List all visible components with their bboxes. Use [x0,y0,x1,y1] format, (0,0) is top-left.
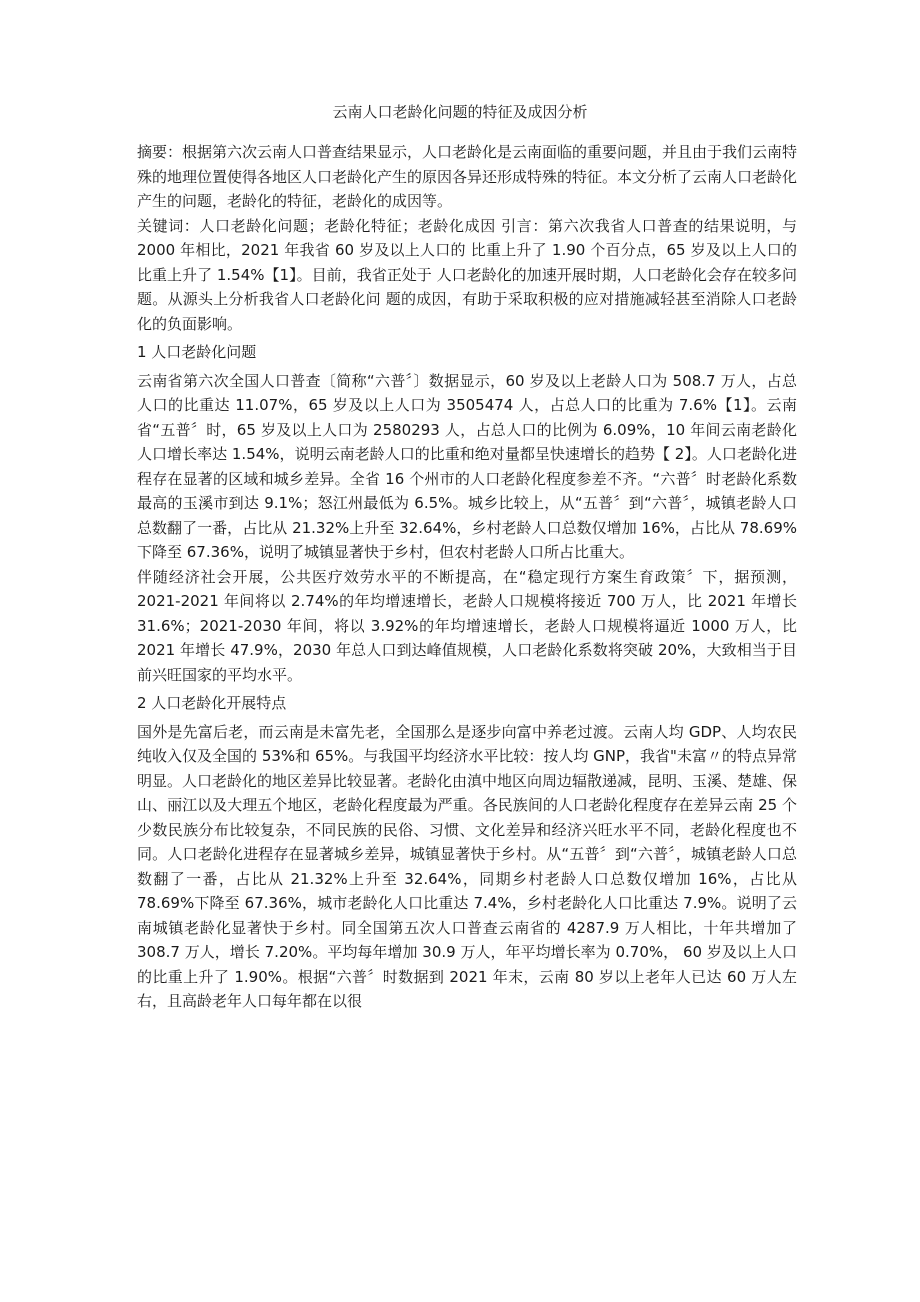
section-2-paragraph-1: 国外是先富后老，而云南是未富先老，全国那么是逐步向富中养老过渡。云南人均 GDP、人均农民纯收入仅及全国的 53%和 65%。与我国平均经济水平比较：按人均 GNP，我省"未富〃的特点异常明显。人口老龄化的地区差异比较显著。老龄化由滇中地区向周边辐散递减，昆明、玉溪、楚雄、保山、丽江以及大理五个地区，老龄化程度最为严重。各民族间的人口老龄化程度存在差异云南 25 个少数民族分布比较复杂，不同民族的民俗、习惯、文化差异和经济兴旺水平不同，老龄化程度也不同。人口老龄化进程存在显著城乡差异，城镇显著快于乡村。从“五普〞到“六普〞，城镇老龄人口总数翻了一番，占比从 21.32%上升至 32.64%，同期乡村老龄人口总数仅增加 16%，占比从 78.69%下降至 67.36%，城市老龄化人口比重达 7.4%，乡村老龄化人口比重达 7.9%。说明了云南城镇老龄化显著快于乡村。同全国第五次人口普查云南省的 4287.9 万人相比，十年共增加了 308.7 万人，增长 7.20%。平均每年增加 30.9 万人，年平均增长率为 0.70%， 60 岁及以上人口的比重上升了 1.90%。根据“六普〞时数据到 2021 年末，云南 80 岁以上老年人已达 60 万人左右，且高龄老年人口每年都在以很 [137,722,798,1010]
document-body [137,140,797,1014]
keywords-intro-paragraph: 关键词：人口老龄化问题；老龄化特征；老龄化成因 引言：第六次我省人口普查的结果说明，与 2000 年相比，2021 年我省 60 岁及以上人口的 比重上升了 1.90 个百分点，65 岁及以上人口的比重上升了 1.54%【1】。目前，我省正处于 人口老龄化的加速开展时期，人口老龄化会存在较多问题。从源头上分析我省人口老龄化问 题的成因，有助于采取积极的应对措施减轻甚至消除人口老龄化的负面影响。 [137,216,797,333]
document-title: 云南人口老龄化问题的特征及成因分析 [332,103,588,121]
section-2-heading: 2 人口老龄化开展特点 [137,694,287,712]
section-1-paragraph-1: 云南省第六次全国人口普查〔简称“六普〞〕数据显示，60 岁及以上老龄人口为 508.7 万人，占总人口的比重达 11.07%，65 岁及以上人口为 3505474 人，占总人口的比重为 7.6%【1】。云南省“五普〞时，65 岁及以上人口为 2580293 人，占总人口的比例为 6.09%，10 年间云南老龄化人口增长率达 1.54%，说明云南老龄人口的比重和绝对量都呈快速增长的趋势【 2】。人口老龄化进程存在显著的区域和城乡差异。全省 16 个州市的人口老龄化程度参差不齐。“六普〞时老龄化系数最高的玉溪市到达 9.1%；怒江州最低为 6.5%。城乡比较上，从“五普〞到“六普〞，城镇老龄人口总数翻了一番，占比从 21.32%上升至 32.64%，乡村老龄人口总数仅增加 16%，占比从 78.69%下降至 67.36%，说明了城镇显著快于乡村，但农村老龄人口所占比重大。 [137,371,797,561]
section-1-paragraph-2: 伴随经济社会开展，公共医疗效劳水平的不断提高，在“稳定现行方案生育政策〞下，据预测，2021-2021 年间将以 2.74%的年均增速增长，老龄人口规模将接近 700 万人，比 2021 年增长 31.6%；2021-2030 年间，将以 3.92%的年均增速增长，老龄人口规模将逼近 1000 万人，比 2021 年增长 47.9%，2030 年总人口到达峰值规模，人口老龄化系数将突破 20%，大致相当于目前兴旺国家的平均水平。 [137,567,797,684]
abstract-paragraph: 摘要：根据第六次云南人口普查结果显示，人口老龄化是云南面临的重要问题，并且由于我们云南特殊的地理位置使得各地区人口老龄化产生的原因各异还形成特殊的特征。本文分析了云南人口老龄化产生的问题，老龄化的特征，老龄化的成因等。 [137,143,798,210]
section-1-heading: 1 人口老龄化问题 [137,343,257,361]
